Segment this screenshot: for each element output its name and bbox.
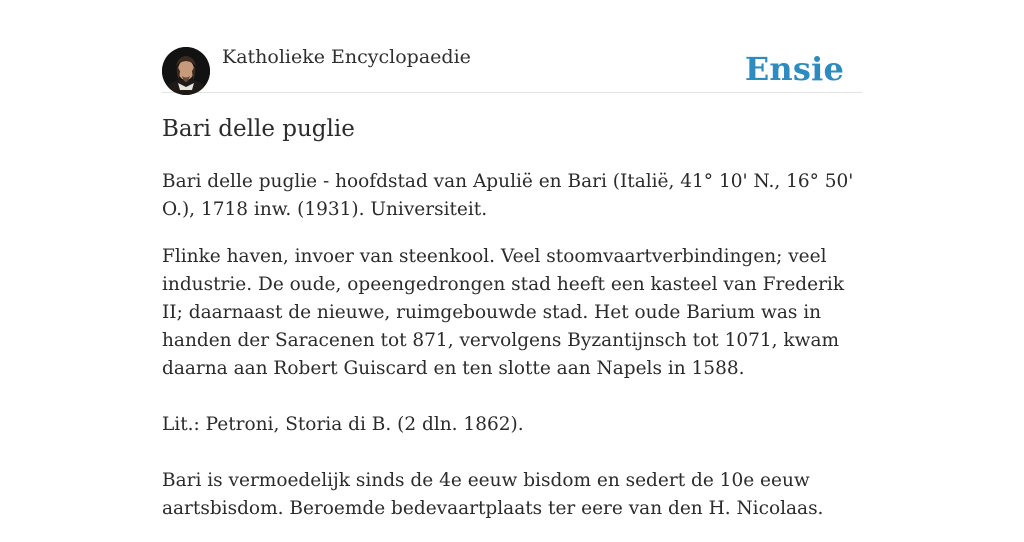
avatar[interactable] [162,47,210,95]
portrait-icon [162,47,210,95]
brand-logo[interactable]: Ensie [744,50,844,88]
site-name[interactable]: Katholieke Encyclopaedie [222,46,471,68]
paragraph-description: Flinke haven, invoer van steenkool. Veel stoomvaartverbindingen; veel industrie. De oude, opeengedrongen stad heeft een kasteel van Frederik II; daarnaast de nieuwe, ruimgebouwde stad. Het oude Barium was in handen der Saracenen tot 871, vervolgens Byzantijnsch tot 1071, kwam daarna aan Robert Guiscard en ten slotte aan Napels in 1588. [162,246,845,379]
article-body [162,168,866,542]
paragraph-diocese: Bari is vermoedelijk sinds de 4e eeuw bisdom en sedert de 10e eeuw aartsbisdom. Beroemde bedevaartplaats ter eere van den H. Nicolaas. [162,470,824,519]
page-container [162,0,862,519]
page-title: Bari delle puglie [162,116,355,142]
site-header [162,0,862,93]
paragraph-literature: Lit.: Petroni, Storia di B. (2 dln. 1862). [162,414,524,435]
paragraph-intro: Bari delle puglie - hoofdstad van Apulië en Bari (Italië, 41° 10' N., 16° 50' O.), 1718 inw. (1931). Universiteit. [162,171,854,220]
